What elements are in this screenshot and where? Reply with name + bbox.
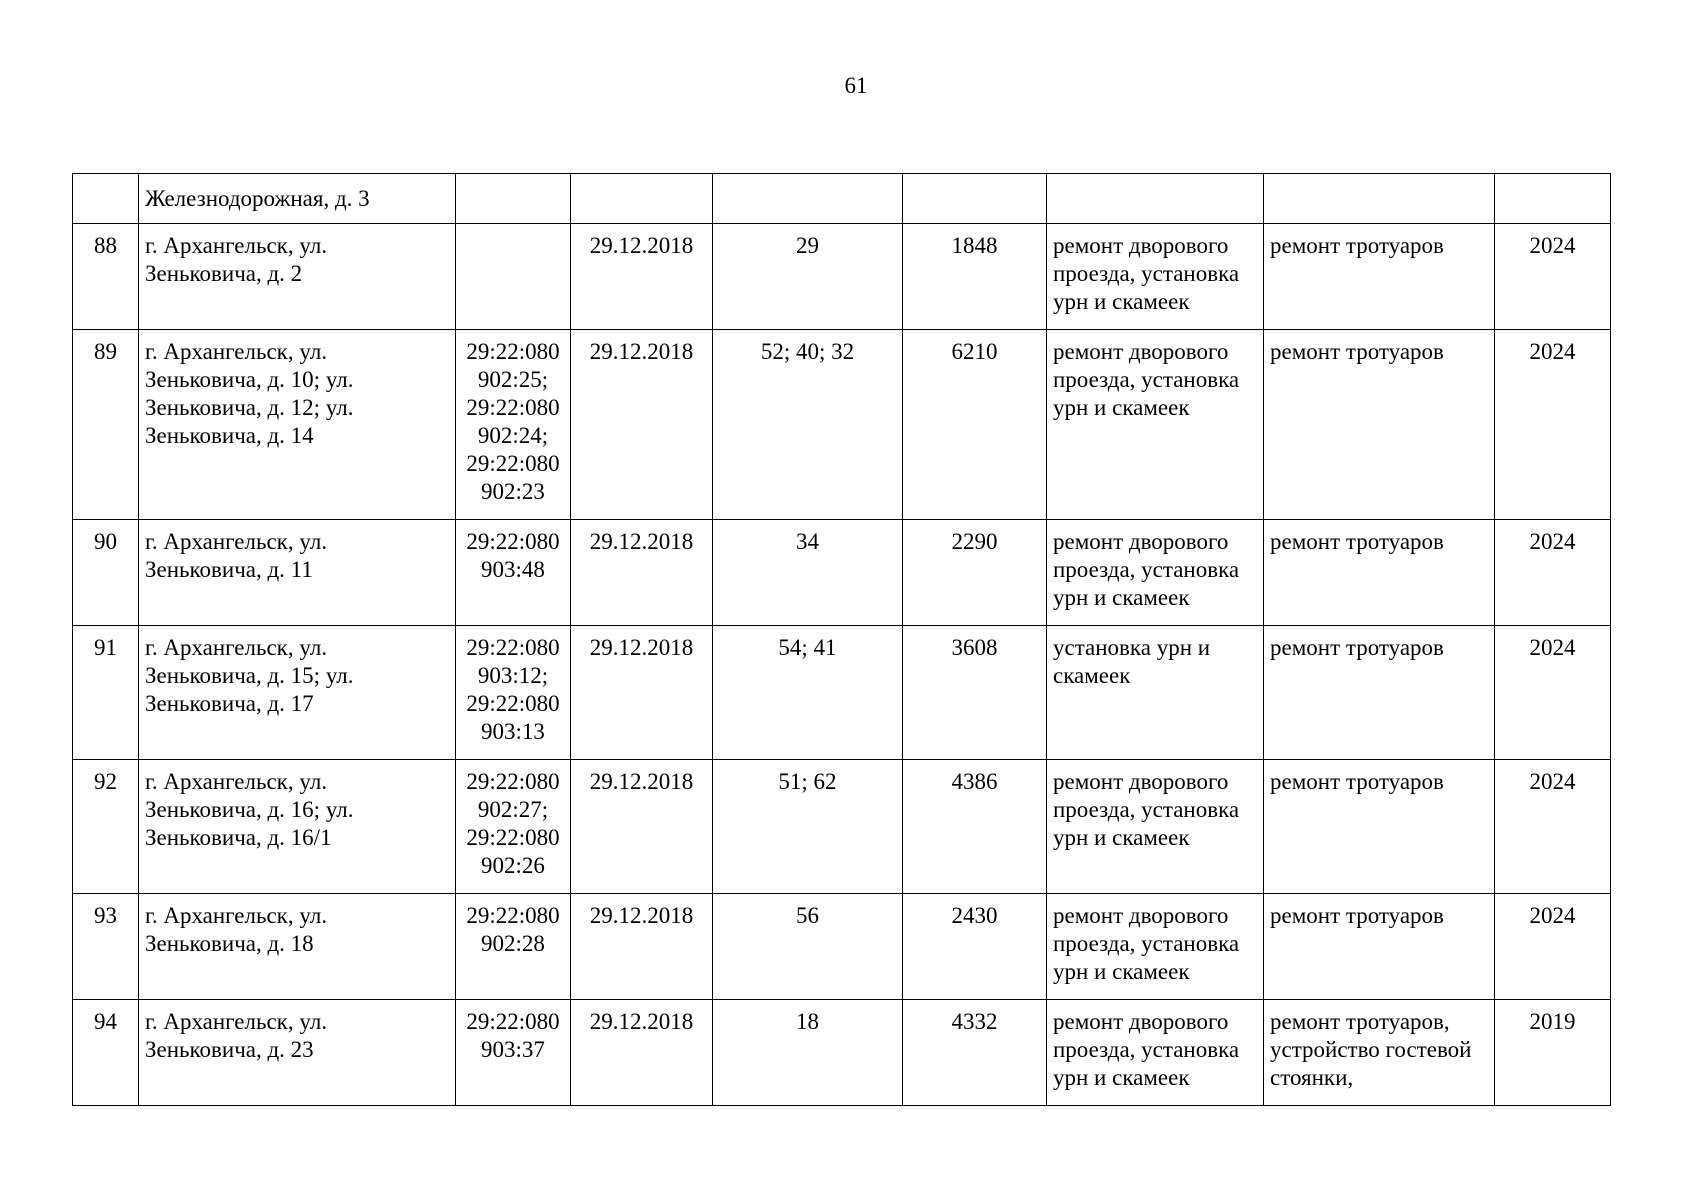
cell-num: 92: [73, 760, 139, 894]
min-works-line: ремонт дворового: [1053, 339, 1229, 364]
cell-min-works: [1047, 760, 1264, 894]
cell-year: 2024: [1495, 760, 1611, 894]
address-line: г. Архангельск, ул.: [145, 339, 328, 364]
cell-min-works: [1047, 894, 1264, 1000]
cell-address: [139, 224, 456, 330]
cell-cadastral: [456, 626, 571, 760]
cell-cadastral: [456, 520, 571, 626]
cell-count: 52; 40; 32: [713, 330, 903, 520]
cadastral-line: 29:22:080: [466, 529, 560, 554]
cadastral-line: 29:22:080: [466, 769, 560, 794]
address-line: г. Архангельск, ул.: [145, 529, 328, 554]
table-row: [73, 1000, 1611, 1106]
cadastral-line: 902:28: [481, 931, 545, 956]
cadastral-line: 902:24;: [477, 423, 549, 448]
cell-date: 29.12.2018: [571, 330, 713, 520]
min-works-line: ремонт дворового: [1053, 1009, 1229, 1034]
address-line: Зеньковича, д. 17: [145, 691, 314, 716]
min-works-line: проезда, установка: [1053, 367, 1240, 392]
address-line: Железнодорожная, д. 3: [145, 186, 370, 211]
min-works-line: проезда, установка: [1053, 557, 1240, 582]
min-works-line: урн и скамеек: [1053, 585, 1190, 610]
min-works-line: урн и скамеек: [1053, 1065, 1190, 1090]
cell-cadastral: [456, 894, 571, 1000]
address-line: Зеньковича, д. 15; ул.: [145, 663, 354, 688]
address-line: г. Архангельск, ул.: [145, 635, 328, 660]
cell-num: 93: [73, 894, 139, 1000]
cell-area: 2430: [903, 894, 1047, 1000]
cell-count: 51; 62: [713, 760, 903, 894]
cell-date: 29.12.2018: [571, 760, 713, 894]
yards-table: [72, 173, 1611, 1106]
cell-min-works: [1047, 520, 1264, 626]
cell-address: [139, 520, 456, 626]
cell-area: 2290: [903, 520, 1047, 626]
table-row: [73, 760, 1611, 894]
cell-date: 29.12.2018: [571, 520, 713, 626]
cell-address: [139, 330, 456, 520]
address-line: Зеньковича, д. 16/1: [145, 825, 332, 850]
add-works-line: ремонт тротуаров: [1270, 233, 1444, 258]
page-number: 61: [844, 73, 868, 98]
address-line: г. Архангельск, ул.: [145, 903, 328, 928]
cell-year: [1495, 174, 1611, 224]
cell-add-works: [1264, 626, 1495, 760]
cell-count: 56: [713, 894, 903, 1000]
cell-count: [713, 174, 903, 224]
table-row: [73, 330, 1611, 520]
min-works-line: ремонт дворового: [1053, 529, 1229, 554]
cell-num: 88: [73, 224, 139, 330]
min-works-line: ремонт дворового: [1053, 233, 1229, 258]
min-works-line: урн и скамеек: [1053, 395, 1190, 420]
min-works-line: скамеек: [1053, 663, 1131, 688]
cadastral-line: 902:23: [481, 479, 545, 504]
add-works-line: ремонт тротуаров: [1270, 903, 1444, 928]
cell-num: 91: [73, 626, 139, 760]
cell-add-works: [1264, 760, 1495, 894]
cadastral-line: 29:22:080: [466, 903, 560, 928]
cell-min-works: [1047, 626, 1264, 760]
address-line: Зеньковича, д. 2: [145, 261, 303, 286]
cell-address: [139, 760, 456, 894]
cell-num: 89: [73, 330, 139, 520]
address-line: г. Архангельск, ул.: [145, 233, 328, 258]
address-line: Зеньковича, д. 16; ул.: [145, 797, 354, 822]
address-line: г. Архангельск, ул.: [145, 1009, 328, 1034]
cadastral-line: 29:22:080: [466, 1009, 560, 1034]
cell-cadastral: [456, 760, 571, 894]
min-works-line: проезда, установка: [1053, 797, 1240, 822]
table-row: [73, 224, 1611, 330]
address-line: Зеньковича, д. 18: [145, 931, 314, 956]
cell-cadastral: [456, 330, 571, 520]
table-row-continued: [73, 174, 1611, 224]
min-works-line: проезда, установка: [1053, 1037, 1240, 1062]
table-row: [73, 626, 1611, 760]
add-works-line: ремонт тротуаров,: [1270, 1009, 1450, 1034]
cell-add-works: [1264, 224, 1495, 330]
add-works-line: ремонт тротуаров: [1270, 769, 1444, 794]
cell-area: 4386: [903, 760, 1047, 894]
cell-num: [73, 174, 139, 224]
cadastral-line: 903:37: [481, 1037, 545, 1062]
min-works-line: проезда, установка: [1053, 261, 1240, 286]
min-works-line: установка урн и: [1053, 635, 1211, 660]
cell-add-works: [1264, 894, 1495, 1000]
cadastral-line: 29:22:080: [466, 339, 560, 364]
cell-address: [139, 1000, 456, 1106]
cadastral-line: 29:22:080: [466, 635, 560, 660]
cell-add-works: [1264, 1000, 1495, 1106]
cell-date: 29.12.2018: [571, 626, 713, 760]
cell-num: 90: [73, 520, 139, 626]
cell-count: 34: [713, 520, 903, 626]
cell-min-works: [1047, 330, 1264, 520]
cell-year: 2024: [1495, 626, 1611, 760]
cadastral-line: 29:22:080: [466, 451, 560, 476]
add-works-line: устройство гостевой: [1270, 1037, 1472, 1062]
add-works-line: ремонт тротуаров: [1270, 529, 1444, 554]
cell-date: [571, 174, 713, 224]
cell-area: [903, 174, 1047, 224]
address-line: Зеньковича, д. 23: [145, 1037, 314, 1062]
cadastral-line: 902:25;: [477, 367, 549, 392]
cell-address: [139, 894, 456, 1000]
min-works-line: ремонт дворового: [1053, 903, 1229, 928]
address-line: Зеньковича, д. 11: [145, 557, 313, 582]
address-line: Зеньковича, д. 14: [145, 423, 314, 448]
cell-date: 29.12.2018: [571, 224, 713, 330]
cell-add-works: [1264, 520, 1495, 626]
cadastral-line: 903:12;: [477, 663, 549, 688]
cell-area: 4332: [903, 1000, 1047, 1106]
cell-year: 2019: [1495, 1000, 1611, 1106]
cell-count: 29: [713, 224, 903, 330]
cell-num: 94: [73, 1000, 139, 1106]
cadastral-line: 29:22:080: [466, 691, 560, 716]
min-works-line: ремонт дворового: [1053, 769, 1229, 794]
cell-cadastral: [456, 1000, 571, 1106]
add-works-line: ремонт тротуаров: [1270, 339, 1444, 364]
cadastral-line: 29:22:080: [466, 395, 560, 420]
cadastral-line: 29:22:080: [466, 825, 560, 850]
cell-add-works: [1264, 330, 1495, 520]
address-line: Зеньковича, д. 12; ул.: [145, 395, 354, 420]
cadastral-line: 903:13: [481, 719, 545, 744]
table-body: [73, 174, 1611, 1106]
cell-cadastral: [456, 224, 571, 330]
cell-year: 2024: [1495, 520, 1611, 626]
cell-year: 2024: [1495, 894, 1611, 1000]
table-row: [73, 520, 1611, 626]
cell-count: 18: [713, 1000, 903, 1106]
cell-min-works: [1047, 224, 1264, 330]
cell-area: 6210: [903, 330, 1047, 520]
cell-min-works: [1047, 174, 1264, 224]
address-line: г. Архангельск, ул.: [145, 769, 328, 794]
table-row: [73, 894, 1611, 1000]
cell-area: 3608: [903, 626, 1047, 760]
cell-address: [139, 174, 456, 224]
min-works-line: урн и скамеек: [1053, 825, 1190, 850]
min-works-line: урн и скамеек: [1053, 289, 1190, 314]
cadastral-line: 903:48: [481, 557, 545, 582]
cadastral-line: 902:27;: [477, 797, 549, 822]
cell-add-works: [1264, 174, 1495, 224]
min-works-line: урн и скамеек: [1053, 959, 1190, 984]
cell-min-works: [1047, 1000, 1264, 1106]
add-works-line: стоянки,: [1270, 1065, 1354, 1090]
cell-cadastral: [456, 174, 571, 224]
cell-date: 29.12.2018: [571, 1000, 713, 1106]
min-works-line: проезда, установка: [1053, 931, 1240, 956]
cadastral-line: 902:26: [481, 853, 545, 878]
add-works-line: ремонт тротуаров: [1270, 635, 1444, 660]
cell-year: 2024: [1495, 224, 1611, 330]
cell-count: 54; 41: [713, 626, 903, 760]
address-line: Зеньковича, д. 10; ул.: [145, 367, 354, 392]
cell-address: [139, 626, 456, 760]
cell-area: 1848: [903, 224, 1047, 330]
cell-year: 2024: [1495, 330, 1611, 520]
cell-date: 29.12.2018: [571, 894, 713, 1000]
